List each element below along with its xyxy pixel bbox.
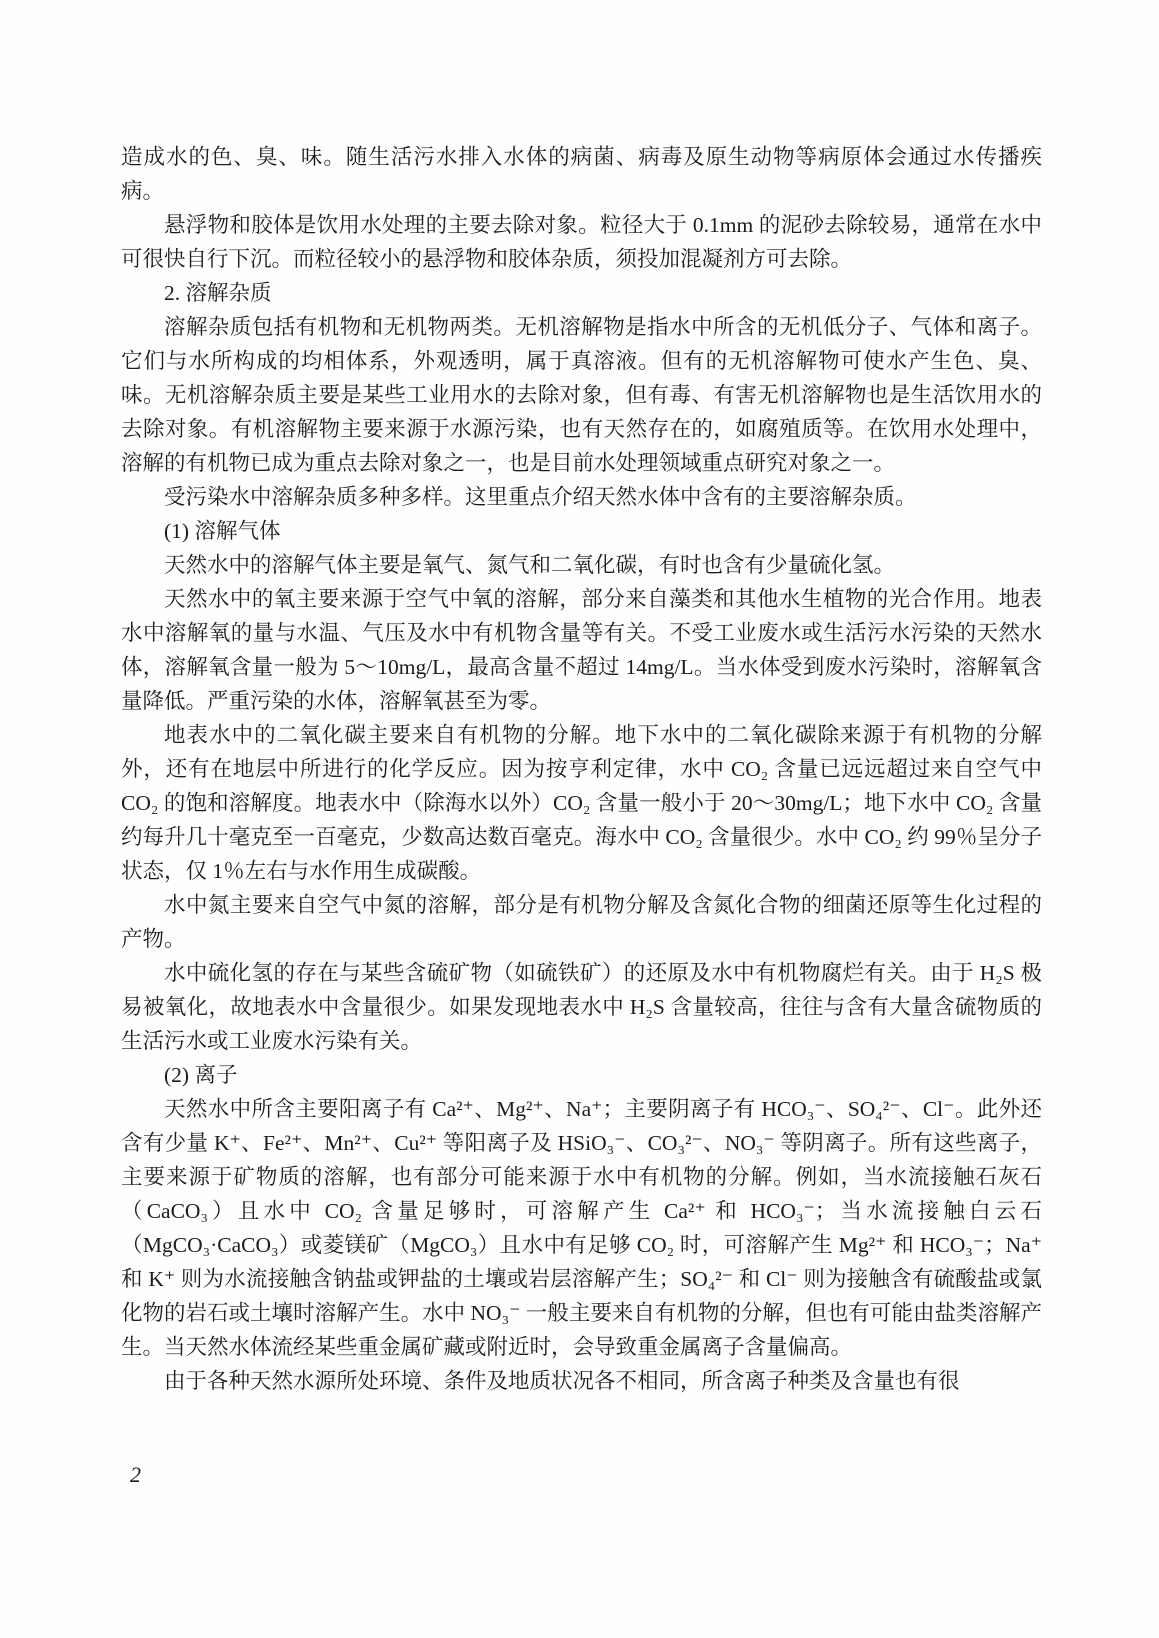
section-heading-dissolved-impurities: 2. 溶解杂质 [164, 281, 272, 305]
paragraph: 天然水中的氧主要来源于空气中氧的溶解，部分来自藻类和其他水生植物的光合作用。地表水中溶解氧的量与水温、气压及水中有机物含量等有关。不受工业废水或生活污水污染的天然水体，溶解氧含量一般为 5～10mg/L，最高含量不超过 14mg/L。当水体受到废水污染时，溶解氧含量降低。严重污染的水体，溶解氧甚至为零。 [121, 587, 1042, 713]
text-block [121, 140, 1042, 1398]
paragraph: 溶解杂质包括有机物和无机物两类。无机溶解物是指水中所含的无机低分子、气体和离子。它们与水所构成的均相体系，外观透明，属于真溶液。但有的无机溶解物可使水产生色、臭、味。无机溶解杂质主要是某些工业用水的去除对象，但有毒、有害无机溶解物也是生活饮用水的去除对象。有机溶解物主要来源于水源污染，也有天然存在的，如腐殖质等。在饮用水处理中，溶解的有机物已成为重点去除对象之一，也是目前水处理领域重点研究对象之一。 [121, 315, 1042, 475]
paragraph: 地表水中的二氧化碳主要来自有机物的分解。地下水中的二氧化碳除来源于有机物的分解外，还有在地层中所进行的化学反应。因为按亨利定律，水中 CO₂ 含量已远远超过来自空气中 CO₂ 的饱和溶解度。地表水中（除海水以外）CO₂ 含量一般小于 20～30mg/L；地下水中 CO₂ 含量约每升几十毫克至一百毫克，少数高达数百毫克。海水中 CO₂ 含量很少。水中 CO₂ 约 99％呈分子状态，仅 1％左右与水作用生成碳酸。 [121, 723, 1042, 883]
paragraph: 水中硫化氢的存在与某些含硫矿物（如硫铁矿）的还原及水中有机物腐烂有关。由于 H₂S 极易被氧化，故地表水中含量很少。如果发现地表水中 H₂S 含量较高，往往与含有大量含硫物质的生活污水或工业废水污染有关。 [121, 961, 1042, 1053]
paragraph: 天然水中所含主要阳离子有 Ca²⁺、Mg²⁺、Na⁺；主要阴离子有 HCO₃⁻、SO₄²⁻、Cl⁻。此外还含有少量 K⁺、Fe²⁺、Mn²⁺、Cu²⁺ 等阳离子及 HSiO₃⁻、CO₃²⁻、NO₃⁻ 等阴离子。所有这些离子，主要来源于矿物质的溶解，也有部分可能来源于水中有机物的分解。例如，当水流接触石灰石（CaCO₃）且水中 CO₂ 含量足够时，可溶解产生 Ca²⁺ 和 HCO₃⁻；当水流接触白云石（MgCO₃·CaCO₃）或菱镁矿（MgCO₃）且水中有足够 CO₂ 时，可溶解产生 Mg²⁺ 和 HCO₃⁻；Na⁺ 和 K⁺ 则为水流接触含钠盐或钾盐的土壤或岩层溶解产生；SO₄²⁻ 和 Cl⁻ 则为接触含有硫酸盐或氯化物的岩石或土壤时溶解产生。水中 NO₃⁻ 一般主要来自有机物的分解，但也有可能由盐类溶解产生。当天然水体流经某些重金属矿藏或附近时，会导致重金属离子含量偏高。 [121, 1097, 1042, 1359]
page-number: 2 [130, 1462, 141, 1487]
paragraph: 由于各种天然水源所处环境、条件及地质状况各不相同，所含离子种类及含量也有很 [164, 1369, 960, 1393]
paragraph: 天然水中的溶解气体主要是氧气、氮气和二氧化碳，有时也含有少量硫化氢。 [164, 553, 896, 577]
paragraph: 水中氮主要来自空气中氮的溶解，部分是有机物分解及含氮化合物的细菌还原等生化过程的产物。 [121, 893, 1042, 951]
paragraph-continuation: 造成水的色、臭、味。随生活污水排入水体的病菌、病毒及原生动物等病原体会通过水传播疾病。 [121, 145, 1042, 203]
paragraph: 悬浮物和胶体是饮用水处理的主要去除对象。粒径大于 0.1mm 的泥砂去除较易，通常在水中可很快自行下沉。而粒径较小的悬浮物和胶体杂质，须投加混凝剂方可去除。 [121, 213, 1042, 271]
paragraph: 受污染水中溶解杂质多种多样。这里重点介绍天然水体中含有的主要溶解杂质。 [164, 485, 917, 509]
section-heading-dissolved-gases: (1) 溶解气体 [164, 519, 281, 543]
section-heading-ions: (2) 离子 [164, 1063, 238, 1087]
